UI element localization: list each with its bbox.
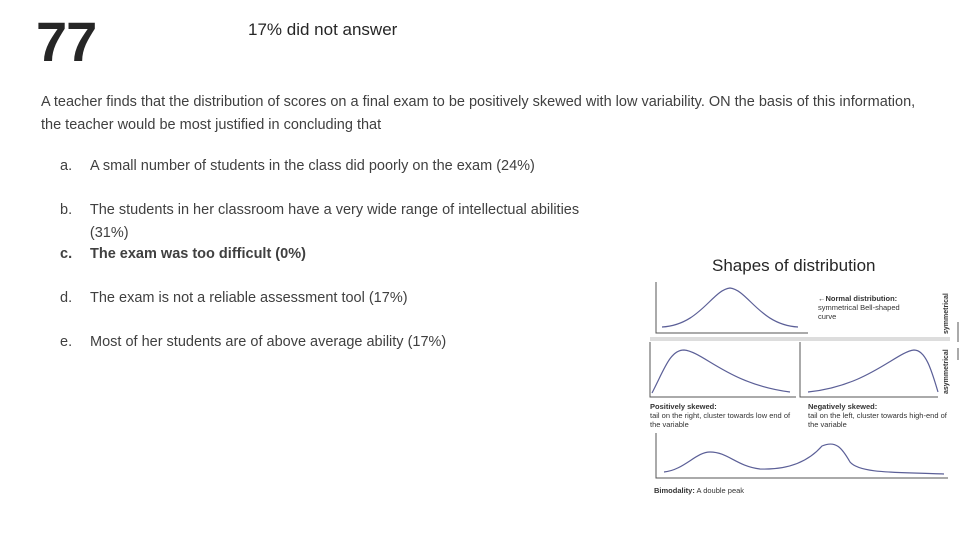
option-letter: c. <box>60 246 73 262</box>
bimodal-label <box>654 486 854 495</box>
positive-skew-curve <box>652 350 790 393</box>
option-c-correct <box>60 243 620 287</box>
option-letter: d. <box>60 290 73 306</box>
positive-skew-label <box>650 402 796 429</box>
option-letter: b. <box>60 202 73 218</box>
answer-options <box>60 155 620 375</box>
symmetrical-label: symmetrical <box>943 293 950 334</box>
normal-label-desc: symmetrical Bell-shaped curve <box>818 303 900 321</box>
option-letter: a. <box>60 158 73 174</box>
option-text: The exam is not a reliable assessment tool (17%) <box>90 290 408 306</box>
option-text: The exam was too difficult (0%) <box>90 246 306 262</box>
bimodal-title: Bimodality: <box>654 486 695 495</box>
asymmetrical-label: asymmetrical <box>943 349 950 394</box>
negative-skew-desc: tail on the left, cluster towards high-end of the variable <box>808 411 947 429</box>
question-text: A teacher finds that the distribution of scores on a final exam to be positively skewed with low variability. ON the basis of this information, the teacher would be most justified in concluding that <box>41 94 916 133</box>
option-text: Most of her students are of above average ability (17%) <box>90 334 447 350</box>
figure-title: Shapes of distribution <box>712 256 876 275</box>
bimodal-desc: A double peak <box>696 486 745 495</box>
negative-skew-curve <box>808 350 938 392</box>
option-b <box>60 199 620 243</box>
no-answer-stat: 17% did not answer <box>248 20 398 39</box>
positive-skew-title: Positively skewed: <box>650 402 717 411</box>
option-text: A small number of students in the class did poorly on the exam (24%) <box>90 158 535 174</box>
positive-skew-desc: tail on the right, cluster towards low end of the variable <box>650 411 791 429</box>
bimodal-curve <box>664 444 944 474</box>
normal-label-title: ←Normal distribution: <box>818 294 898 303</box>
option-a <box>60 155 620 199</box>
negative-skew-title: Negatively skewed: <box>808 402 878 411</box>
option-d <box>60 287 620 331</box>
negative-skew-label <box>808 402 948 429</box>
normal-curve <box>662 288 798 327</box>
option-e <box>60 331 620 375</box>
slide-number: 77 <box>36 10 97 73</box>
option-text: The students in her classroom have a very wide range of intellectual abilities (31%) <box>89 202 580 241</box>
option-letter: e. <box>60 334 73 350</box>
normal-label <box>818 294 938 321</box>
